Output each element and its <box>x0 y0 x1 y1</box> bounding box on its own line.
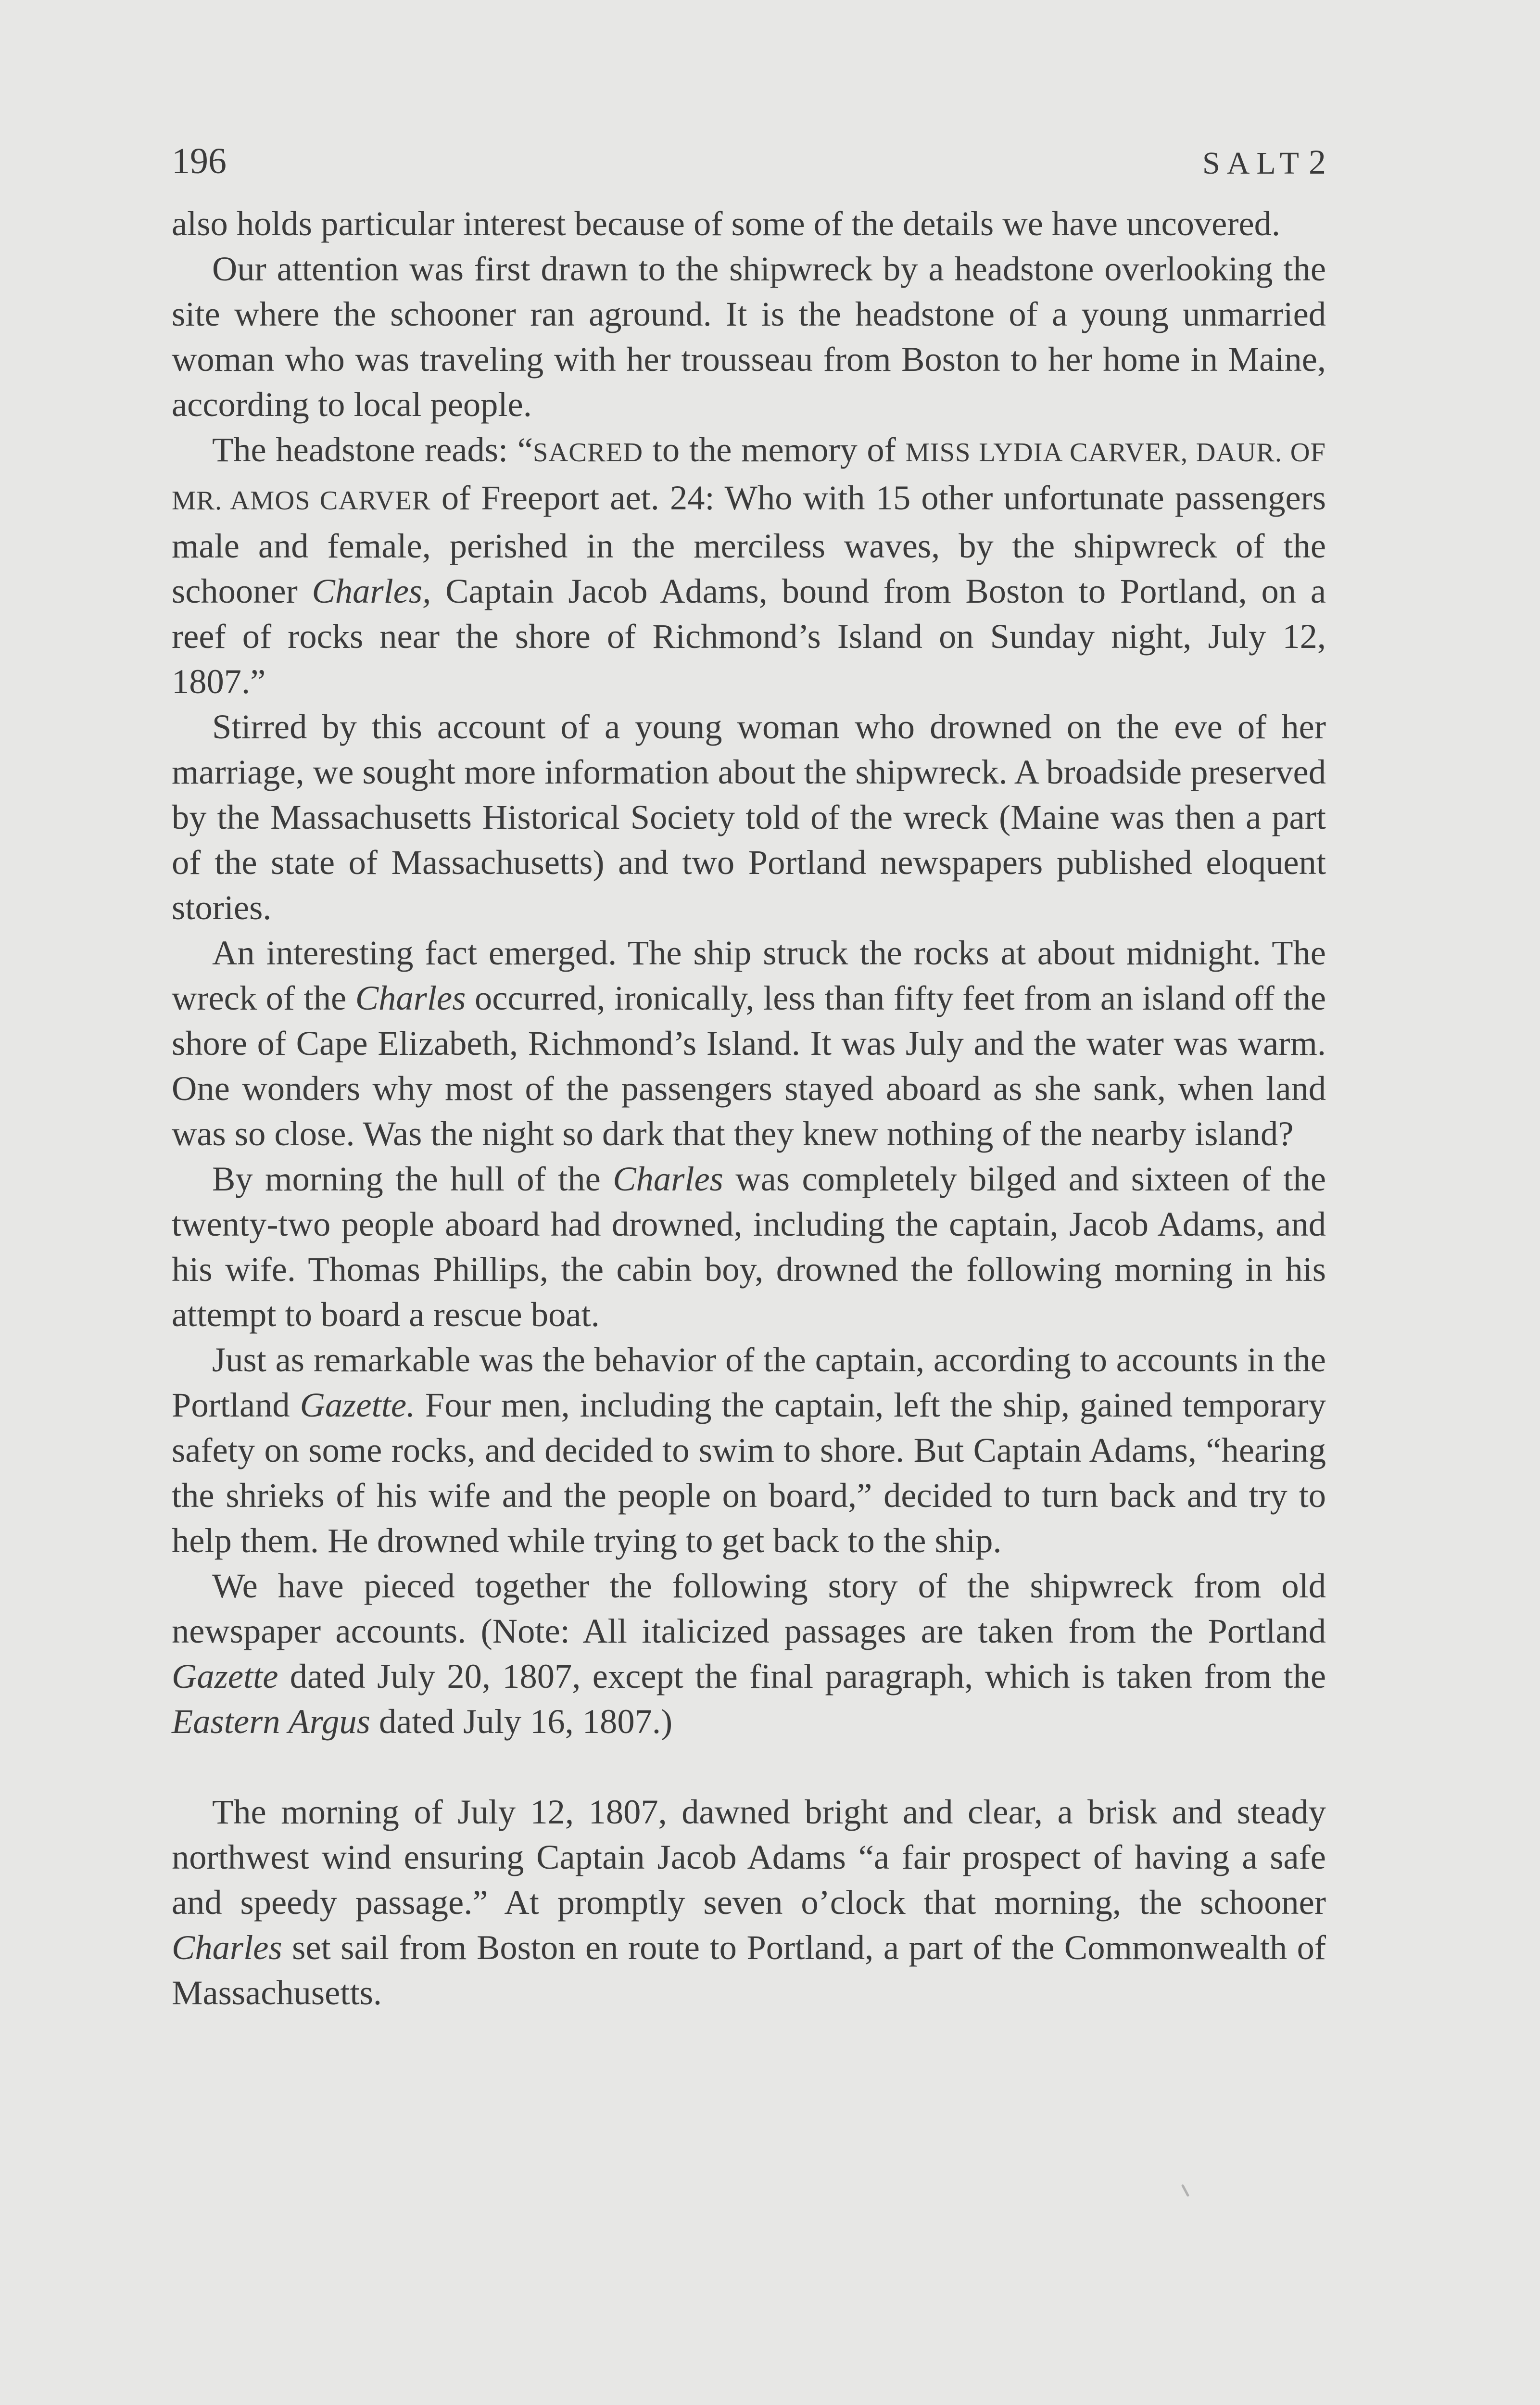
small-caps-text: SACRED <box>532 438 644 468</box>
text-run: The headstone reads: “ <box>212 430 533 469</box>
running-head-volume: 2 <box>1309 143 1326 181</box>
text-run: of Freeport aet. 24: Who with 15 other unfortunate passengers male and female, perished in the merciless waves, by the shipwreck of the schooner <box>172 478 1326 610</box>
paragraph <box>172 930 1326 1156</box>
page-header <box>172 139 1326 188</box>
paragraph <box>172 1789 1326 2015</box>
running-head-title: SALT <box>1202 146 1306 181</box>
text-run: Just as remarkable was the behavior of the captain, according to accounts in the Portland <box>172 1340 1326 1424</box>
paragraph <box>172 1156 1326 1337</box>
text-run: Our attention was first drawn to the shipwreck by a headstone overlooking the site where the schooner ran aground. It is the headstone of a young unmarried woman who was traveling with her trousseau from Boston to her home in Maine, according to local people. <box>172 249 1326 424</box>
italic-title: Eastern Argus <box>172 1702 370 1741</box>
paragraph <box>172 201 1326 246</box>
text-run: The morning of July 12, 1807, dawned bright and clear, a brisk and steady northwest wind ensuring Captain Jacob Adams “a fair prospect of having a safe and speedy passage.” At promptly seven o’clock that morning, the schooner <box>172 1792 1326 1922</box>
italic-title: Charles <box>172 1928 282 1967</box>
italic-title: Charles <box>613 1159 723 1198</box>
text-run: An interesting fact emerged. The ship struck the rocks at about midnight. The wreck of the <box>172 933 1326 1017</box>
text-run: also holds particular interest because of some of the details we have uncovered. <box>172 204 1281 243</box>
text-run: Captain Jacob Adams, bound from Boston to Portland, on a reef of rocks near the shore of Richmond’s Island on Sunday night, July 12, 1807.” <box>172 571 1326 701</box>
page-number: 196 <box>172 141 227 181</box>
paragraph <box>172 1337 1326 1563</box>
paragraph <box>172 246 1326 427</box>
text-run: Stirred by this account of a young woman who drowned on the eve of her marriage, we sought more information about the shipwreck. A broadside preserved by the Massachusetts Historical Society told of the wreck (Maine was then a part of the state of Massachusetts) and two Portland newspapers published eloquent stories. <box>172 707 1326 927</box>
running-head <box>1202 140 1326 185</box>
italic-title: Gazette. <box>300 1385 416 1424</box>
text-run: occurred, ironically, less than fifty feet from an island off the shore of Cape Elizabeth, Richmond’s Island. It was July and the water was warm. One wonders why most of the passengers stayed aboard as she sank, when land was so close. Was the night so dark that they knew nothing of the nearby island? <box>172 978 1326 1153</box>
paragraph <box>172 704 1326 930</box>
paper-speck <box>1181 2184 1190 2197</box>
small-caps-text: MISS LYDIA CARVER, DAUR. OF MR. AMOS CARVER <box>172 438 1326 516</box>
text-run: dated July 20, 1807, except the final paragraph, which is taken from the <box>278 1657 1326 1696</box>
text-run: to the memory of <box>643 430 906 469</box>
paragraph <box>172 1563 1326 1744</box>
text-run: dated July 16, 1807.) <box>370 1702 673 1741</box>
body-text <box>172 201 1326 2015</box>
text-run: was completely bilged and sixteen of the twenty-two people aboard had drowned, including the captain, Jacob Adams, and his wife. Thomas Phillips, the cabin boy, drowned the following morning in his attempt to board a rescue boat. <box>172 1159 1326 1334</box>
italic-title: Charles, <box>312 571 431 610</box>
text-run: We have pieced together the following story of the shipwreck from old newspaper accounts. (Note: All italicized passages are taken from the Portland <box>172 1566 1326 1650</box>
italic-title: Gazette <box>172 1657 278 1696</box>
text-run: set sail from Boston en route to Portland, a part of the Commonwealth of Massachusetts. <box>172 1928 1326 2012</box>
paragraph <box>172 427 1326 704</box>
italic-title: Charles <box>355 978 466 1017</box>
text-run: By morning the hull of the <box>212 1159 613 1198</box>
text-run: Four men, including the captain, left the ship, gained temporary safety on some rocks, and decided to swim to shore. But Captain Adams, “hearing the shrieks of his wife and the people on board,” decided to turn back and try to help them. He drowned while trying to get back to the ship. <box>172 1385 1326 1560</box>
